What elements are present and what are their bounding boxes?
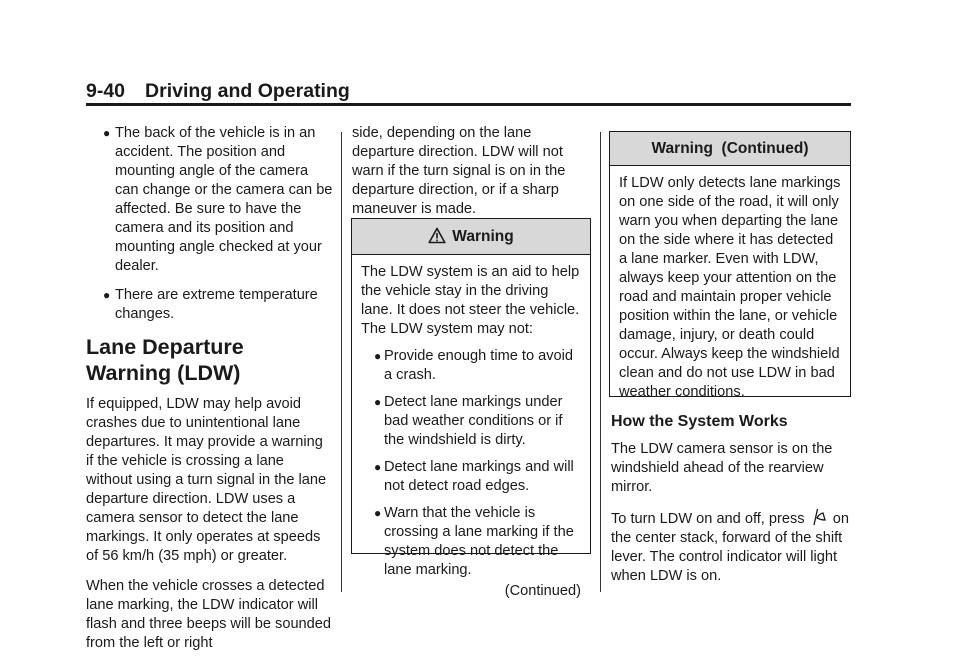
bullet-icon: ●	[374, 460, 382, 474]
bullet-icon: ●	[103, 126, 111, 140]
bullet-icon: ●	[374, 506, 382, 520]
ldw-button-icon	[811, 508, 827, 526]
section-heading-ldw: Lane Departure Warning (LDW)	[86, 335, 244, 385]
paragraph: When the vehicle crosses a detected lane marking, the LDW indicator will flash and three beeps will be sounded from the left or right	[86, 578, 332, 651]
paragraph: side, depending on the lane departure direction. LDW will not warn if the turn signal is on in the departure direction, or if a sharp maneuver is made.	[352, 125, 566, 217]
page-number: 9-40	[86, 80, 126, 102]
header-rule	[86, 103, 851, 106]
bullet-icon: ●	[103, 288, 111, 302]
warning-header	[352, 219, 590, 255]
bullet-icon: ●	[374, 349, 382, 363]
list-item: ● The back of the vehicle is in an accident. The position and mounting angle of the camera can change or the camera can be affected. Be sure to have the camera and its position and mounting angle checked at your dealer.	[103, 125, 333, 274]
column-2	[352, 124, 592, 230]
column-divider-1	[341, 132, 342, 592]
column-3	[611, 412, 851, 597]
warning-triangle-icon	[428, 227, 446, 244]
paragraph: To turn LDW on and off, press on the center stack, forward of the shift lever. The control indicator will light when LDW is on.	[611, 508, 851, 586]
list-item: ● Provide enough time to avoid a crash.	[374, 348, 574, 383]
paragraph: The LDW camera sensor is on the windshield ahead of the rearview mirror.	[611, 441, 833, 495]
section-heading-how-it-works: How the System Works	[611, 413, 788, 430]
bullet-icon: ●	[374, 395, 382, 409]
warning-intro: The LDW system is an aid to help the vehicle stay in the driving lane. It does not steer the vehicle. The LDW system may not:	[361, 264, 580, 337]
warning-title: Warning (Continued)	[651, 140, 809, 157]
paragraph: If equipped, LDW may help avoid crashes due to unintentional lane departures. It may provide a warning if the vehicle is crossing a lane without using a turn signal in the lane departure direction. LDW uses a camera sensor to detect the lane markings. It only operates at speeds of 56 km/h (35 mph) or greater.	[86, 396, 327, 564]
warning-header	[610, 132, 850, 166]
warning-text: If LDW only detects lane markings on one side of the road, it will only warn you when departing the lane on the side where it has detected a lane marker. Even with LDW, always keep your attention on the road and maintain proper vehicle position within the lane, or vehicle damage, injury, or death could occur. Always keep the windshield clean and do not use LDW in bad weather conditions.	[619, 175, 841, 400]
continued-label: (Continued)	[504, 583, 581, 599]
section-title: Driving and Operating	[145, 80, 350, 102]
warning-body	[352, 255, 590, 609]
column-divider-2	[600, 132, 601, 592]
warning-body	[610, 166, 850, 413]
warning-box	[351, 218, 591, 599]
list-item: ● Warn that the vehicle is crossing a lane marking if the system does not detect the lane marking.	[374, 505, 574, 578]
warning-continued-box	[609, 131, 851, 400]
column-1	[86, 124, 334, 664]
page-header	[86, 80, 350, 103]
warning-title: Warning	[452, 228, 514, 245]
list-item: ● Detect lane markings and will not detect road edges.	[374, 459, 574, 494]
list-item: ● Detect lane markings under bad weather conditions or if the windshield is dirty.	[374, 394, 563, 448]
list-item: ● There are extreme temperature changes.	[103, 287, 318, 322]
